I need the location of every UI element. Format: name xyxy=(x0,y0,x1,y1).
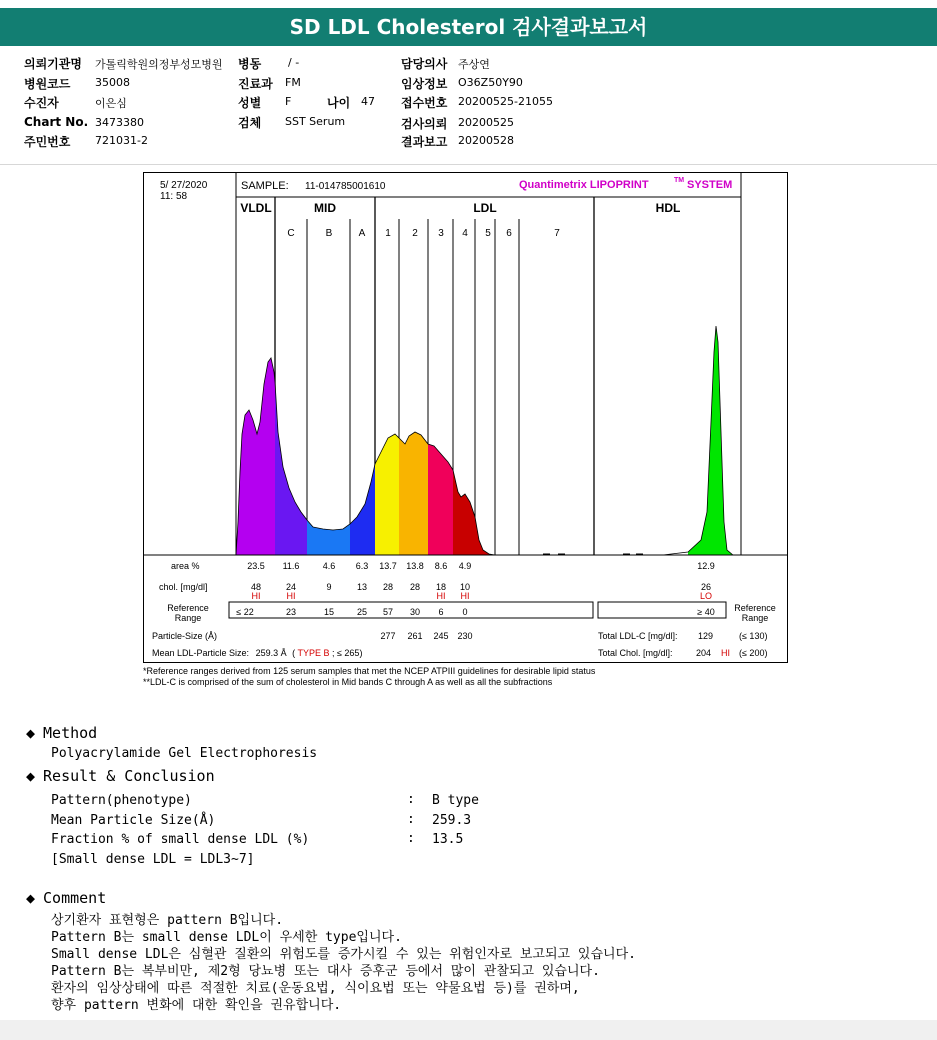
clinical-value: O36Z50Y90 xyxy=(458,76,523,89)
total-chol-value: 204 xyxy=(696,648,712,658)
band-a: A xyxy=(358,228,366,239)
comment-heading-text: Comment xyxy=(43,889,107,907)
flag-ldl-3: HI xyxy=(436,591,446,601)
group-hdl: HDL xyxy=(655,201,681,215)
band-7: 7 xyxy=(554,228,560,239)
examinee-value: 이은심 xyxy=(95,97,127,110)
group-mid: MID xyxy=(314,201,336,215)
chol-ldl-4: 10 xyxy=(459,582,471,592)
area-vldl: 23.5 xyxy=(247,561,265,571)
brand-system: SYSTEM xyxy=(687,179,733,191)
total-ldl-range: (≤ 130) xyxy=(739,631,768,641)
request-date-label: 검사의뢰 xyxy=(401,117,448,131)
band-2: 2 xyxy=(412,228,418,239)
result-heading-text: Result & Conclusion xyxy=(43,767,215,785)
result-label-3: Fraction % of small dense LDL (%) xyxy=(51,832,310,847)
total-ldl-value: 129 xyxy=(698,631,714,641)
band-6: 6 xyxy=(506,228,512,239)
dept-label: 진료과 xyxy=(238,77,273,91)
result-value-2: 259.3 xyxy=(432,813,472,828)
total-chol-flag: HI xyxy=(721,648,730,658)
flag-vldl: HI xyxy=(251,591,261,601)
method-text: Polyacrylamide Gel Electrophoresis xyxy=(51,746,318,761)
hospital-label: 의뢰기관명 xyxy=(24,57,82,71)
report-date-value: 20200528 xyxy=(458,134,514,147)
method-heading xyxy=(26,724,97,742)
chart-date: 5/ 27/2020 xyxy=(160,180,208,191)
area-ldl-2: 13.8 xyxy=(406,561,424,571)
bottom-bar xyxy=(0,1020,937,1040)
comment-line-4: Pattern B는 복부비만, 제2형 당뇨병 또는 대사 증후군 등에서 많이 관찰되고 있습니다. xyxy=(51,964,600,979)
result-value-1: B type xyxy=(432,793,479,808)
area-hdl: 12.9 xyxy=(697,561,715,571)
area-ldl-3: 8.6 xyxy=(434,561,448,571)
ref-mid-c: 23 xyxy=(285,607,297,617)
mean-size-line xyxy=(152,648,362,658)
diamond-bullet-icon: ◆ xyxy=(26,889,36,907)
diamond-bullet-icon: ◆ xyxy=(26,724,36,742)
particle-size-4: 230 xyxy=(457,631,473,641)
doctor-label: 담당의사 xyxy=(401,57,448,71)
sample-label: SAMPLE: xyxy=(241,180,289,192)
report-date-label: 결과보고 xyxy=(401,135,448,149)
chol-mid-a: 13 xyxy=(356,582,368,592)
ref-mid-b: 15 xyxy=(323,607,335,617)
doctor-value: 주상연 xyxy=(458,58,490,71)
ref-ldl-1: 57 xyxy=(382,607,394,617)
chol-label: chol. [mg/dl] xyxy=(159,582,208,592)
ref-vldl: ≤ 22 xyxy=(236,607,254,617)
mean-type-close: ; ≤ 265) xyxy=(331,648,363,658)
footnote-2: **LDL-C is comprised of the sum of cholesterol in Mid bands C through A as well as all the subfractions xyxy=(143,677,553,687)
total-ldl-label: Total LDL-C [mg/dl]: xyxy=(598,631,678,641)
area-mid-c: 11.6 xyxy=(282,561,300,571)
result-sep-2: : xyxy=(407,812,415,827)
hospcode-label: 병원코드 xyxy=(24,77,71,91)
request-date-value: 20200525 xyxy=(458,116,514,129)
particle-size-2: 261 xyxy=(407,631,423,641)
ref-ldl-3: 6 xyxy=(438,607,444,617)
comment-line-2: Pattern B는 small dense LDL이 우세한 type입니다. xyxy=(51,930,402,945)
particle-size-label: Particle-Size (Å) xyxy=(152,631,218,641)
band-c: C xyxy=(287,228,295,239)
ref-ldl-2: 30 xyxy=(409,607,421,617)
method-heading-text: Method xyxy=(43,724,98,742)
flag-ldl-4: HI xyxy=(460,591,470,601)
id-label: 주민번호 xyxy=(24,135,71,149)
chart-no-value: 3473380 xyxy=(95,116,144,129)
ward-value: / - xyxy=(288,56,300,69)
total-chol-label: Total Chol. [mg/dl]: xyxy=(598,648,673,658)
ref-label-left-2: Range xyxy=(174,613,202,623)
ref-label-left-1: Reference xyxy=(167,603,209,613)
chol-vldl: 48 xyxy=(250,582,262,592)
specimen-value: SST Serum xyxy=(285,115,346,128)
result-sep-1: : xyxy=(407,792,415,807)
specimen-label: 검체 xyxy=(238,116,262,130)
area-ldl-4: 4.9 xyxy=(458,561,472,571)
comment-line-1: 상기환자 표현형은 pattern B입니다. xyxy=(51,913,284,928)
ref-mid-a: 25 xyxy=(356,607,368,617)
result-sep-3: : xyxy=(407,831,415,846)
clinical-label: 임상정보 xyxy=(401,77,448,91)
flag-hdl: LO xyxy=(699,591,713,601)
brand-tm: TM xyxy=(674,177,685,184)
comment-line-3: Small dense LDL은 심혈관 질환의 위험도를 증가시킬 수 있는 위험인자로 보고되고 있습니다. xyxy=(51,947,636,962)
id-value: 721031-2 xyxy=(95,134,148,147)
particle-size-1: 277 xyxy=(380,631,396,641)
result-heading xyxy=(26,767,215,785)
area-ldl-1: 13.7 xyxy=(379,561,397,571)
flag-mid-c: HI xyxy=(286,591,296,601)
group-ldl: LDL xyxy=(473,201,497,215)
area-label: area % xyxy=(171,561,200,571)
chol-ldl-1: 28 xyxy=(382,582,394,592)
report-title: SD LDL Cholesterol 검사결과보고서 xyxy=(0,8,937,46)
chart-no-label: Chart No. xyxy=(24,115,89,129)
dept-value: FM xyxy=(285,76,301,89)
patient-info xyxy=(0,48,937,165)
lipoprint-chart xyxy=(143,172,788,663)
result-label-1: Pattern(phenotype) xyxy=(51,793,192,808)
group-vldl: VLDL xyxy=(240,201,272,215)
sex-value: F xyxy=(285,95,292,108)
result-footnote: [Small dense LDL = LDL3~7] xyxy=(51,852,255,867)
receipt-label: 접수번호 xyxy=(401,96,448,110)
band-1: 1 xyxy=(385,228,391,239)
ref-label-right-2: Range xyxy=(741,613,769,623)
ref-label-right-1: Reference xyxy=(734,603,776,613)
area-mid-b: 4.6 xyxy=(322,561,336,571)
chol-ldl-2: 28 xyxy=(409,582,421,592)
hospcode-value: 35008 xyxy=(95,76,130,89)
chol-hdl: 26 xyxy=(700,582,712,592)
ref-hdl: ≥ 40 xyxy=(697,607,715,617)
mean-type: TYPE B xyxy=(297,648,330,658)
ref-ldl-4: 0 xyxy=(462,607,468,617)
particle-size-3: 245 xyxy=(433,631,449,641)
band-4: 4 xyxy=(462,228,468,239)
band-3: 3 xyxy=(438,228,444,239)
sample-id: 11-014785001610 xyxy=(305,181,386,192)
total-chol-range: (≤ 200) xyxy=(739,648,768,658)
result-label-2: Mean Particle Size(Å) xyxy=(51,813,216,828)
chol-mid-c: 24 xyxy=(285,582,297,592)
comment-line-5: 환자의 임상상태에 따른 적절한 치료(운동요법, 식이요법 또는 약물요법 등)를 권하며, xyxy=(51,981,580,996)
hospital-value: 가톨릭학원의정부성모병원 xyxy=(95,58,223,71)
fraction-area-ldl-2 xyxy=(399,432,428,555)
footnote-1: *Reference ranges derived from 125 serum samples that met the NCEP ATPIII guidelines for desirable lipid status xyxy=(143,666,596,676)
sex-label: 성별 xyxy=(238,96,262,110)
receipt-value: 20200525-21055 xyxy=(458,95,553,108)
examinee-label: 수진자 xyxy=(24,96,59,110)
diamond-bullet-icon: ◆ xyxy=(26,767,36,785)
age-label: 나이 xyxy=(327,96,351,110)
age-value: 47 xyxy=(361,95,375,108)
result-value-3: 13.5 xyxy=(432,832,464,847)
band-5: 5 xyxy=(485,228,491,239)
brand-name: Quantimetrix LIPOPRINT xyxy=(519,179,649,191)
band-b: B xyxy=(325,228,333,239)
area-mid-a: 6.3 xyxy=(355,561,369,571)
mean-size-value: 259.3 Å xyxy=(255,648,287,658)
chol-ldl-3: 18 xyxy=(435,582,447,592)
chol-mid-b: 9 xyxy=(326,582,332,592)
comment-line-6: 향후 pattern 변화에 대한 확인을 권유합니다. xyxy=(51,998,342,1013)
ward-label: 병동 xyxy=(238,57,262,71)
comment-heading xyxy=(26,889,106,907)
mean-type-open: ( xyxy=(292,648,296,658)
chart-time: 11: 58 xyxy=(160,191,188,202)
chart-svg xyxy=(143,172,788,663)
mean-size-label: Mean LDL-Particle Size: xyxy=(152,648,250,658)
